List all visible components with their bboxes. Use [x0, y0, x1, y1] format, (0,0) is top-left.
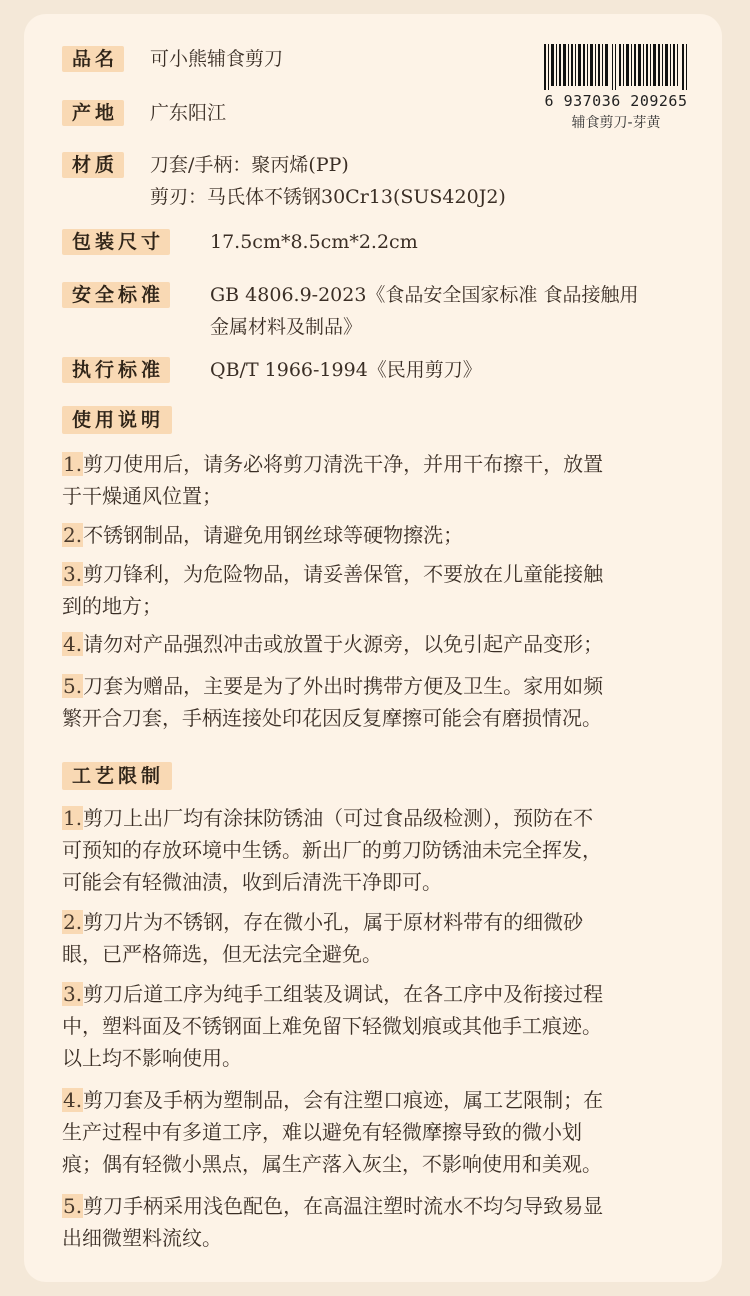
barcode-bars — [542, 44, 690, 90]
craft-item — [62, 802, 702, 898]
usage-item-number: 1. — [63, 452, 83, 476]
craft-item-text: 中，塑料面及不锈钢面上难免留下轻微划痕或其他手工痕迹。 — [62, 1014, 602, 1038]
usage-item-text: 刀套为赠品，主要是为了外出时携带方便及卫生。家用如频 — [83, 674, 604, 698]
craft-item-text: 剪刀上出厂均有涂抹防锈油（可过食品级检测），预防在不 — [83, 806, 594, 830]
spec-label: 材质 — [62, 152, 124, 178]
usage-item — [62, 670, 702, 734]
craft-item-text: 剪刀后道工序为纯手工组装及调试，在各工序中及衔接过程 — [83, 982, 604, 1006]
spec-row-safety-standard — [62, 282, 710, 338]
craft-item-text: 可能会有轻微油渍，收到后清洗干净即可。 — [62, 870, 442, 894]
craft-item-text: 剪刀手柄采用浅色配色，在高温注塑时流水不均匀导致易显 — [83, 1194, 604, 1218]
usage-item-text: 到的地方； — [62, 594, 162, 618]
craft-item-text: 眼，已严格筛选，但无法完全避免。 — [62, 942, 382, 966]
craft-item-text: 生产过程中有多道工序，难以避免有轻微摩擦导致的微小划 — [62, 1120, 582, 1144]
spec-row-material — [62, 152, 710, 208]
usage-item — [62, 628, 702, 660]
usage-item-text: 剪刀锋利，为危险物品，请妥善保管，不要放在儿童能接触 — [83, 562, 604, 586]
barcode-digits: 6 937036 209265 — [544, 92, 688, 110]
craft-item — [62, 1084, 702, 1180]
craft-item-text: 剪刀片为不锈钢，存在微小孔，属于原材料带有的细微砂 — [83, 910, 584, 934]
spec-label: 产地 — [62, 100, 124, 126]
spec-value-line: 刀套/手柄：聚丙烯(PP) — [150, 154, 349, 176]
spec-value — [150, 97, 226, 129]
craft-item — [62, 906, 702, 970]
spec-value — [150, 43, 283, 75]
spec-value-line: 剪刃：马氏体不锈钢30Cr13(SUS420J2) — [150, 186, 506, 208]
spec-value — [210, 229, 418, 258]
spec-value-line: GB 4806.9-2023《食品安全国家标准 食品接触用 — [210, 284, 639, 306]
craft-item-number: 3. — [63, 982, 83, 1006]
spec-value-line: 金属材料及制品》 — [210, 316, 363, 338]
usage-item-text: 繁开合刀套，手柄连接处印花因反复摩擦可能会有磨损情况。 — [62, 706, 602, 730]
usage-item — [62, 558, 702, 622]
spec-value — [210, 279, 638, 343]
spec-value-line: 可小熊辅食剪刀 — [150, 48, 284, 70]
spec-label: 品名 — [62, 46, 124, 72]
spec-value — [150, 149, 506, 213]
usage-title: 使用说明 — [62, 406, 172, 434]
usage-item-number: 2. — [63, 523, 83, 547]
usage-item-number: 5. — [63, 674, 83, 698]
usage-item-text: 不锈钢制品，请避免用钢丝球等硬物擦洗； — [83, 523, 464, 547]
barcode-caption: 辅食剪刀-芽黄 — [571, 115, 661, 131]
spec-value-line: 17.5cm*8.5cm*2.2cm — [210, 231, 418, 253]
barcode — [542, 44, 690, 132]
craft-item-number: 4. — [63, 1088, 83, 1112]
usage-item-number: 3. — [63, 562, 83, 586]
craft-item — [62, 1190, 702, 1254]
usage-item — [62, 519, 702, 551]
craft-item-number: 2. — [63, 910, 83, 934]
craft-item-text: 剪刀套及手柄为塑制品，会有注塑口痕迹，属工艺限制；在 — [83, 1088, 604, 1112]
spec-row-package-size — [62, 229, 710, 255]
craft-title: 工艺限制 — [62, 762, 172, 790]
spec-label: 执行标准 — [62, 357, 170, 383]
craft-item — [62, 978, 702, 1074]
spec-label: 安全标准 — [62, 282, 170, 308]
craft-item-number: 5. — [63, 1194, 83, 1218]
craft-item-number: 1. — [63, 806, 83, 830]
usage-item-number: 4. — [63, 632, 83, 656]
usage-item — [62, 448, 702, 512]
craft-item-text: 以上均不影响使用。 — [62, 1046, 242, 1070]
spec-value-line: QB/T 1966-1994《民用剪刀》 — [210, 359, 482, 381]
spec-row-exec-standard — [62, 357, 710, 383]
craft-item-text: 可预知的存放环境中生锈。新出厂的剪刀防锈油未完全挥发， — [62, 838, 602, 862]
usage-item-text: 请勿对产品强烈冲击或放置于火源旁，以免引起产品变形； — [83, 632, 604, 656]
spec-value — [210, 354, 482, 386]
craft-item-text: 痕；偶有轻微小黑点，属生产落入灰尘，不影响使用和美观。 — [62, 1152, 602, 1176]
spec-value-line: 广东阳江 — [150, 102, 227, 124]
spec-label: 包装尺寸 — [62, 229, 170, 255]
craft-item-text: 出细微塑料流纹。 — [62, 1226, 222, 1250]
usage-item-text: 剪刀使用后，请务必将剪刀清洗干净，并用干布擦干，放置 — [83, 452, 604, 476]
usage-item-text: 于干燥通风位置； — [62, 484, 222, 508]
